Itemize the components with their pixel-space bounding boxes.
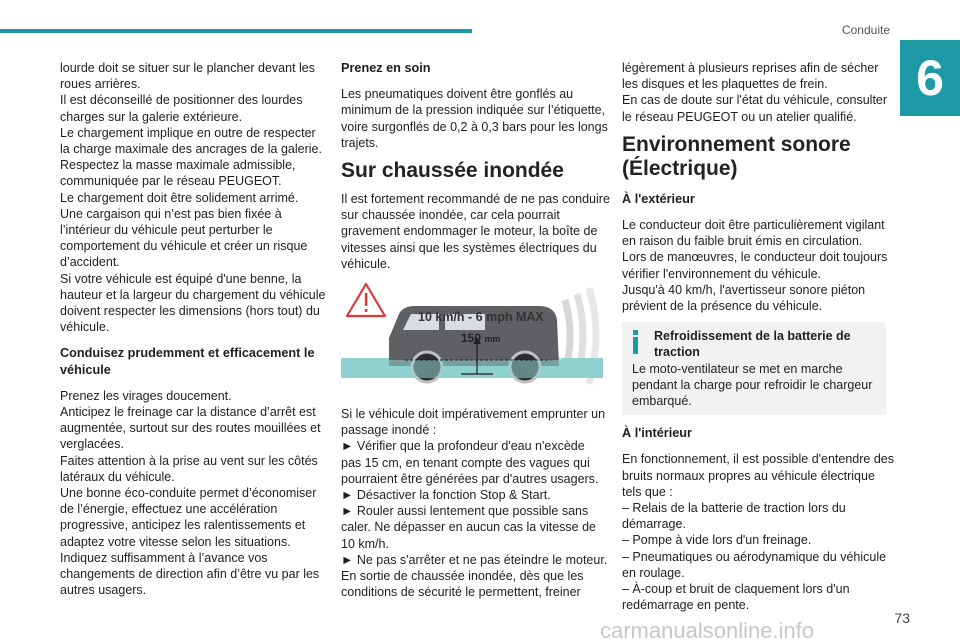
- text-line: Si le véhicule doit impérativement emprunter un: [341, 407, 606, 422]
- text-line: minimum de la pression indiquée sur l’étiquette,: [341, 103, 606, 118]
- depth-unit: mm: [484, 334, 501, 345]
- warning-triangle-icon: [347, 284, 385, 316]
- text-line: hauteur et la largeur du chargement du véhicule: [60, 287, 326, 302]
- info-box-body: [632, 361, 878, 410]
- text-line: Respectez la masse maximale admissible,: [60, 158, 296, 173]
- text-line: Si votre véhicule est équipé d'une benne, la: [60, 271, 302, 286]
- take-care-heading: Prenez en soin: [341, 61, 431, 75]
- text-line: – Pneumatiques ou aérodynamique du véhicule: [622, 549, 887, 564]
- text-line: – Pompe à vide lors d'un freinage.: [622, 533, 812, 548]
- text-line: Refroidissement de la batterie de: [654, 329, 851, 344]
- flooded-road-title: Sur chaussée inondée: [341, 159, 564, 183]
- text-line: conditions de sécurité le permettent, freiner: [341, 585, 581, 600]
- flooded-road-instructions: [341, 406, 608, 600]
- text-line: progressive, anticipez les ralentissements et: [60, 518, 306, 533]
- text-line: embarqué.: [632, 394, 692, 409]
- text-line: Il est déconseillé de positionner des lourdes: [60, 93, 303, 108]
- text-line: ► Vérifier que la profondeur d'eau n'excède: [341, 439, 585, 454]
- text-line: Prenez les virages doucement.: [60, 388, 232, 403]
- column-3: [622, 60, 895, 621]
- text-line: Environnement sonore: [622, 132, 851, 156]
- text-line: communiquée par le réseau PEUGEOT.: [60, 174, 282, 189]
- text-line: Le chargement doit être solidement arrimé.: [60, 190, 299, 205]
- text-line: lourde doit se situer sur le plancher devant les: [60, 61, 316, 75]
- text-line: redémarrage en pente.: [622, 598, 750, 613]
- speed-limit-label: 10 km/h - 6 mph MAX: [418, 310, 544, 325]
- text-line: ► Rouler aussi lentement que possible sans: [341, 504, 589, 519]
- text-line: pourraient être générées par d'autres usagers.: [341, 471, 599, 486]
- text-line: Le moto-ventilateur se met en marche: [632, 361, 843, 376]
- text-line: bruits normaux propres au véhicule électrique: [622, 468, 875, 483]
- text-line: Anticipez le freinage car la distance d’arrêt est: [60, 405, 316, 420]
- text-line: passage inondé :: [341, 423, 437, 438]
- depth-value: 150: [461, 331, 482, 346]
- text-line: tels que :: [622, 484, 673, 499]
- battery-cooling-info-box: [622, 322, 886, 415]
- chapter-number-tab: 6: [900, 40, 960, 116]
- sound-environment-title: [622, 133, 886, 181]
- text-line: l’intérieur du véhicule peut perturber le: [60, 223, 273, 238]
- text-line: (Électrique): [622, 156, 738, 180]
- header-accent-bar: [0, 29, 472, 33]
- text-line: latéraux du véhicule.: [60, 469, 175, 484]
- text-line: changements de direction afin d’être vu par les: [60, 567, 320, 582]
- text-line: véhicule.: [341, 256, 391, 271]
- text-line: véhicule: [60, 362, 111, 377]
- inside-paragraph: [622, 451, 895, 613]
- text-line: traction: [654, 345, 700, 360]
- page-number: 73: [894, 610, 910, 626]
- text-line: Indiquez suffisamment à l’avance vos: [60, 550, 268, 565]
- text-line: adaptez votre vitesse selon les situations.: [60, 534, 291, 549]
- text-line: Faites attention à la prise au vent sur les côtés: [60, 453, 318, 468]
- text-line: comportement du véhicule et créer un risque: [60, 239, 308, 254]
- text-line: caler. Ne dépasser en aucun cas la vitesse de: [341, 520, 597, 535]
- column-1: [60, 60, 326, 607]
- outside-paragraph: [622, 217, 886, 314]
- text-line: voire surgonflés de 0,2 à 0,3 bars pour les longs: [341, 119, 608, 134]
- brake-drying-paragraph: [622, 60, 886, 125]
- text-line: ► Ne pas s'arrêter et ne pas éteindre le moteur.: [341, 552, 608, 567]
- text-line: doivent respecter les dimensions (hors tout) du: [60, 304, 320, 319]
- careful-driving-paragraph: [60, 388, 322, 599]
- text-line: ► Désactiver la fonction Stop & Start.: [341, 488, 551, 503]
- text-line: Les pneumatiques doivent être gonflés au: [341, 87, 574, 102]
- text-line: d’accident.: [60, 255, 120, 270]
- text-line: – Relais de la batterie de traction lors du: [622, 501, 846, 516]
- text-line: vitesses ainsi que les systèmes électriques du: [341, 240, 597, 255]
- column-2: [341, 60, 610, 608]
- text-line: en raison du faible bruit émis en circulation.: [622, 234, 863, 249]
- text-line: de l’énergie, effectuez une accélération: [60, 502, 278, 517]
- text-line: Une bonne éco-conduite permet d’économiser: [60, 486, 317, 501]
- text-line: gravement endommager le moteur, la boîte de: [341, 224, 598, 239]
- text-line: En sortie de chaussée inondée, dès que les: [341, 569, 584, 584]
- text-line: Une cargaison qui n’est pas bien fixée à: [60, 206, 282, 221]
- info-box-title: [654, 328, 878, 360]
- text-line: la charge maximale des ancrages de la galerie.: [60, 142, 322, 157]
- text-line: vérifier l'environnement du véhicule.: [622, 266, 822, 281]
- info-icon: [633, 330, 639, 354]
- text-line: les disques et les plaquettes de frein.: [622, 77, 828, 92]
- text-line: en roulage.: [622, 565, 685, 580]
- text-line: roues arrières.: [60, 77, 141, 92]
- text-line: Le chargement implique en outre de respecter: [60, 125, 316, 140]
- text-line: Jusqu'à 40 km/h, l'avertisseur sonore piéton: [622, 282, 866, 297]
- text-line: véhicule.: [60, 320, 110, 335]
- careful-driving-heading: [60, 345, 322, 377]
- text-line: Le conducteur doit être particulièrement vigilant: [622, 218, 885, 233]
- text-line: le réseau PEUGEOT ou un atelier qualifié.: [622, 109, 857, 124]
- tyre-paragraph: [341, 86, 608, 151]
- text-line: verglacées.: [60, 437, 124, 452]
- text-line: démarrage.: [622, 517, 686, 532]
- flood-illustration: [341, 280, 603, 398]
- text-line: autres usagers.: [60, 583, 147, 598]
- watermark: carmanualsonline.info: [600, 618, 815, 643]
- flooded-road-intro: [341, 191, 610, 272]
- text-line: En cas de doute sur l'état du véhicule, consulter: [622, 93, 888, 108]
- text-line: pas 15 cm, en tenant compte des vagues qui: [341, 455, 590, 470]
- text-line: pendant la charge pour refroidir le chargeur: [632, 377, 873, 392]
- depth-label: [461, 330, 500, 347]
- text-line: – À-coup et bruit de claquement lors d'un: [622, 582, 850, 597]
- text-line: Lors de manœuvres, le conducteur doit toujours: [622, 250, 888, 265]
- text-line: En fonctionnement, il est possible d'entendre des: [622, 452, 895, 467]
- text-line: Conduisez prudemment et efficacement le: [60, 346, 315, 361]
- text-line: charges sur la galerie extérieure.: [60, 109, 243, 124]
- text-line: trajets.: [341, 135, 379, 150]
- inside-heading: À l'intérieur: [622, 426, 692, 441]
- text-line: légèrement à plusieurs reprises afin de sécher: [622, 61, 879, 75]
- text-line: augmentée, surtout sur des routes mouillées et: [60, 421, 321, 436]
- text-line: prévient de la présence du véhicule.: [622, 299, 823, 314]
- section-label: Conduite: [841, 23, 890, 37]
- text-line: sur chaussée inondée, car cela pourrait: [341, 208, 560, 223]
- loading-paragraph: [60, 60, 326, 335]
- text-line: 10 km/h.: [341, 536, 389, 551]
- outside-heading: À l'extérieur: [622, 191, 695, 206]
- text-line: Il est fortement recommandé de ne pas conduire: [341, 192, 610, 207]
